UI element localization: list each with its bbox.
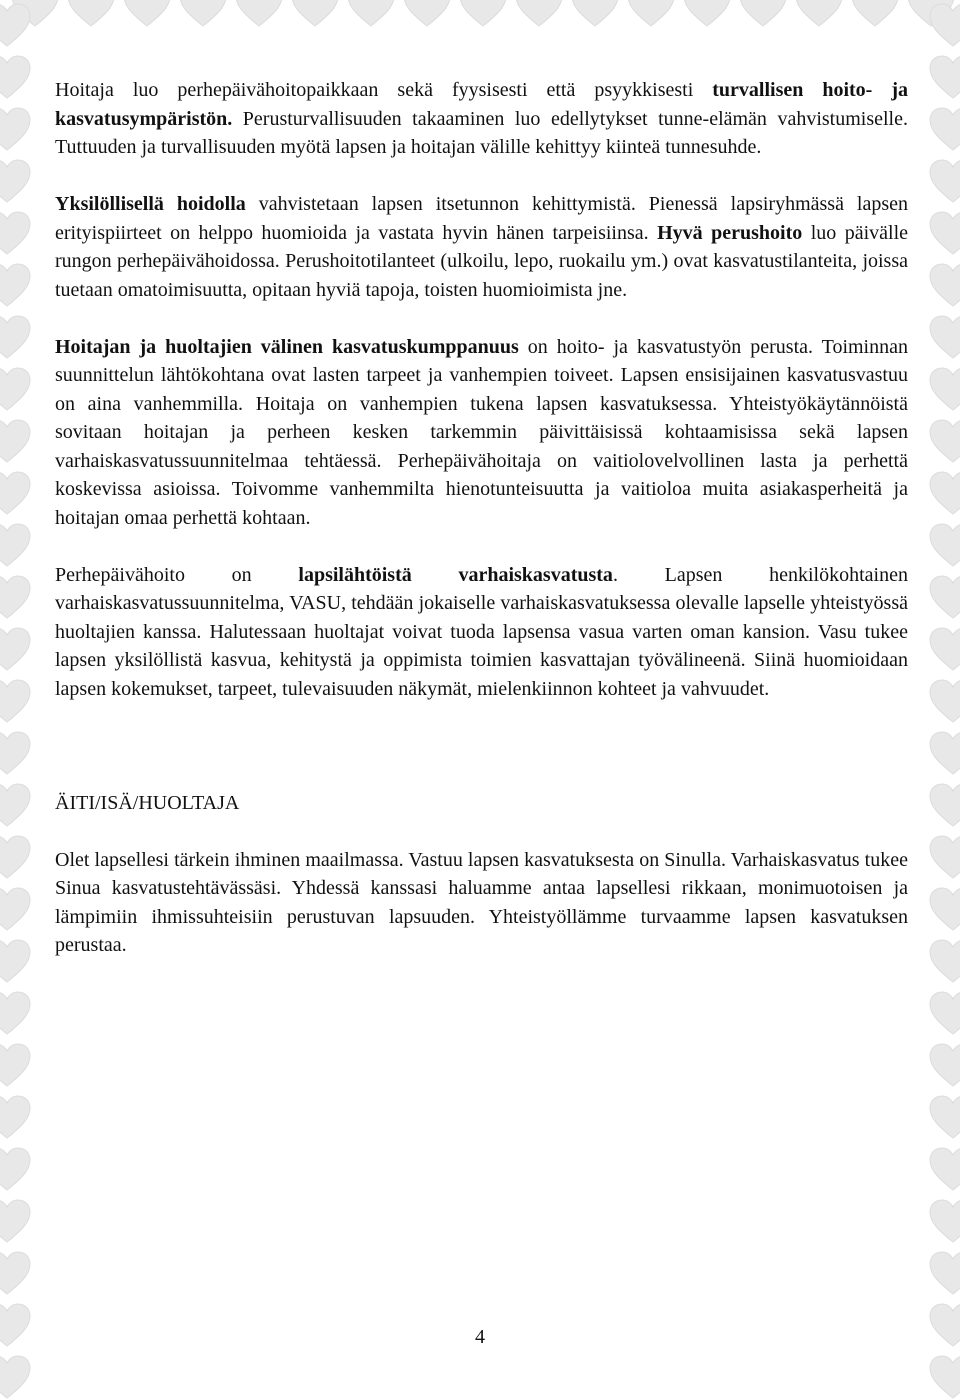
heart-icon: [928, 314, 960, 360]
top-heart-border: [0, 0, 960, 28]
heart-icon: [928, 54, 960, 100]
heart-icon: [928, 1250, 960, 1296]
spacer: [55, 732, 908, 789]
bold-phrase: lapsilähtöistä varhaiskasvatusta: [298, 563, 613, 586]
heart-icon: [402, 0, 452, 28]
heart-icon: [0, 1146, 32, 1192]
paragraph-individual-care: [55, 190, 908, 304]
heart-icon: [928, 938, 960, 984]
heart-icon: [928, 678, 960, 724]
heart-icon: [0, 782, 32, 828]
heart-icon: [928, 1094, 960, 1140]
heart-icon: [928, 106, 960, 152]
heart-icon: [0, 730, 32, 776]
heart-icon: [928, 470, 960, 516]
heart-icon: [0, 626, 32, 672]
bold-phrase: Yksilöllisellä hoidolla: [55, 193, 246, 215]
heart-icon: [928, 418, 960, 464]
left-heart-border: [0, 0, 32, 1400]
paragraph-partnership: [55, 333, 908, 533]
heart-icon: [0, 470, 32, 516]
heart-icon: [682, 0, 732, 28]
heart-icon: [0, 262, 32, 308]
heart-icon: [928, 990, 960, 1036]
document-body: [55, 76, 908, 988]
heart-icon: [928, 210, 960, 256]
spacer: [55, 817, 908, 846]
heart-icon: [0, 2, 32, 48]
bold-phrase: turvallisen hoito- ja kasvatusympäristön.: [55, 79, 908, 130]
heart-icon: [122, 0, 172, 28]
heart-icon: [928, 2, 960, 48]
heart-icon: [928, 158, 960, 204]
heart-icon: [738, 0, 788, 28]
bold-phrase: Hoitajan ja huoltajien välinen kasvatuskumppanuus: [55, 335, 519, 358]
text-run: luo päivälle rungon perhepäivähoidossa. Perushoitotilanteet (ulkoilu, lepo, ruokailu ym.) ovat kasvatustilanteita, joissa tuetaan omatoimisuutta, opitaan hyviä tapoja, toisten huomioimista jne.: [55, 221, 909, 301]
heart-icon: [0, 574, 32, 620]
heart-icon: [850, 0, 900, 28]
section-heading: ÄITI/ISÄ/HUOLTAJA: [55, 791, 240, 814]
heart-icon: [928, 1354, 960, 1400]
paragraph-safe-environment: [55, 76, 908, 162]
heart-icon: [928, 626, 960, 672]
text-run: vahvistetaan lapsen itsetunnon kehittymistä. Pienessä lapsiryhmässä lapsen erityispiirteet on helppo huomioida ja vastata hyvin hänen tarpeisiinsa.: [55, 193, 908, 244]
heart-icon: [290, 0, 340, 28]
heart-icon: [0, 678, 32, 724]
text-run: Perusturvallisuuden takaaminen luo edellytykset tunne-elämän vahvistumiselle. Tuttuuden ja turvallisuuden myötä lapsen ja hoitajan välille kehittyy kiinteä tunnesuhde.: [55, 107, 908, 158]
heart-icon: [0, 54, 32, 100]
heart-icon: [928, 262, 960, 308]
heart-icon: [0, 158, 32, 204]
heart-icon: [0, 366, 32, 412]
heart-icon: [0, 834, 32, 880]
heart-icon: [178, 0, 228, 28]
heart-icon: [66, 0, 116, 28]
heart-icon: [928, 366, 960, 412]
heart-icon: [514, 0, 564, 28]
heart-icon: [928, 1198, 960, 1244]
heart-icon: [928, 782, 960, 828]
heart-icon: [794, 0, 844, 28]
heart-icon: [0, 990, 32, 1036]
heart-icon: [0, 314, 32, 360]
heart-icon: [0, 418, 32, 464]
heart-icon: [928, 730, 960, 776]
heart-icon: [0, 522, 32, 568]
heart-icon: [0, 886, 32, 932]
text-run: Perhepäivähoito on: [55, 563, 299, 586]
page-number: 4: [475, 1326, 485, 1348]
heart-icon: [928, 1146, 960, 1192]
heart-icon: [234, 0, 284, 28]
heart-icon: [458, 0, 508, 28]
paragraph-parent: Olet lapsellesi tärkein ihminen maailmassa. Vastuu lapsen kasvatuksesta on Sinulla. Varhaiskasvatus tukee Sinua kasvatustehtävässäsi. Yhdessä kanssasi haluamme antaa lapsellesi rikkaan, monimuotoisen ja lämpimiin ihmissuhteisiin perustuvan lapsuuden. Yhteistyöllämme turvaamme lapsen kasvatuksen perustaa.: [55, 848, 908, 956]
heart-icon: [928, 574, 960, 620]
text-run: on hoito- ja kasvatustyön perusta. Toiminnan suunnittelun lähtökohtana ovat lasten tarpeet ja vanhempien toiveet. Lapsen ensisijainen kasvatusvastuu on aina vanhemmilla. Hoitaja on vanhempien tukena lapsen kasvatuksessa. Yhteistyökäytännöistä sovitaan hoitajan ja perheen kesken tarkemmin päivittäisissä kohtaamisissa sekä lapsen varhaiskasvatussuunnitelmaa tehtäessä. Perhepäivähoitaja on vaitiolovelvollinen lasta ja perhettä koskevissa asioissa. Toivomme vanhemmilta hienotunteisuutta ja vaitioloa muita asiakasperheitä ja hoitajan omaa perhettä kohtaan.: [55, 335, 908, 529]
heart-icon: [0, 1198, 32, 1244]
heart-icon: [0, 938, 32, 984]
heart-icon: [570, 0, 620, 28]
heart-icon: [0, 1250, 32, 1296]
heart-icon: [928, 522, 960, 568]
heart-icon: [0, 106, 32, 152]
text-run: Hoitaja luo perhepäivähoitopaikkaan sekä fyysisesti että psyykkisesti: [55, 79, 713, 101]
heart-icon: [928, 834, 960, 880]
heart-icon: [0, 1094, 32, 1140]
heart-icon: [626, 0, 676, 28]
right-heart-border: [928, 0, 960, 1400]
text-run: . Lapsen henkilökohtainen varhaiskasvatussuunnitelma, VASU, tehdään jokaiselle varhaiskasvatuksessa olevalle lapselle yhteistyössä huoltajien kanssa. Halutessaan huoltajat voivat tuoda lapsensa vasua varten oman kansion. Vasu tukee lapsen yksilöllistä kasvua, kehitystä ja oppimista toimien kasvattajan työvälineenä. Siinä huomioidaan lapsen kokemukset, tarpeet, tulevaisuuden näkymät, mielenkiinnon kohteet ja vahvuudet.: [55, 563, 908, 700]
paragraph-child-centered: [55, 561, 908, 704]
heart-icon: [0, 1354, 32, 1400]
bold-phrase: Hyvä perushoito: [657, 221, 803, 244]
heart-icon: [0, 210, 32, 256]
heart-icon: [0, 1042, 32, 1088]
heart-icon: [346, 0, 396, 28]
heart-icon: [928, 886, 960, 932]
heart-icon: [928, 1042, 960, 1088]
